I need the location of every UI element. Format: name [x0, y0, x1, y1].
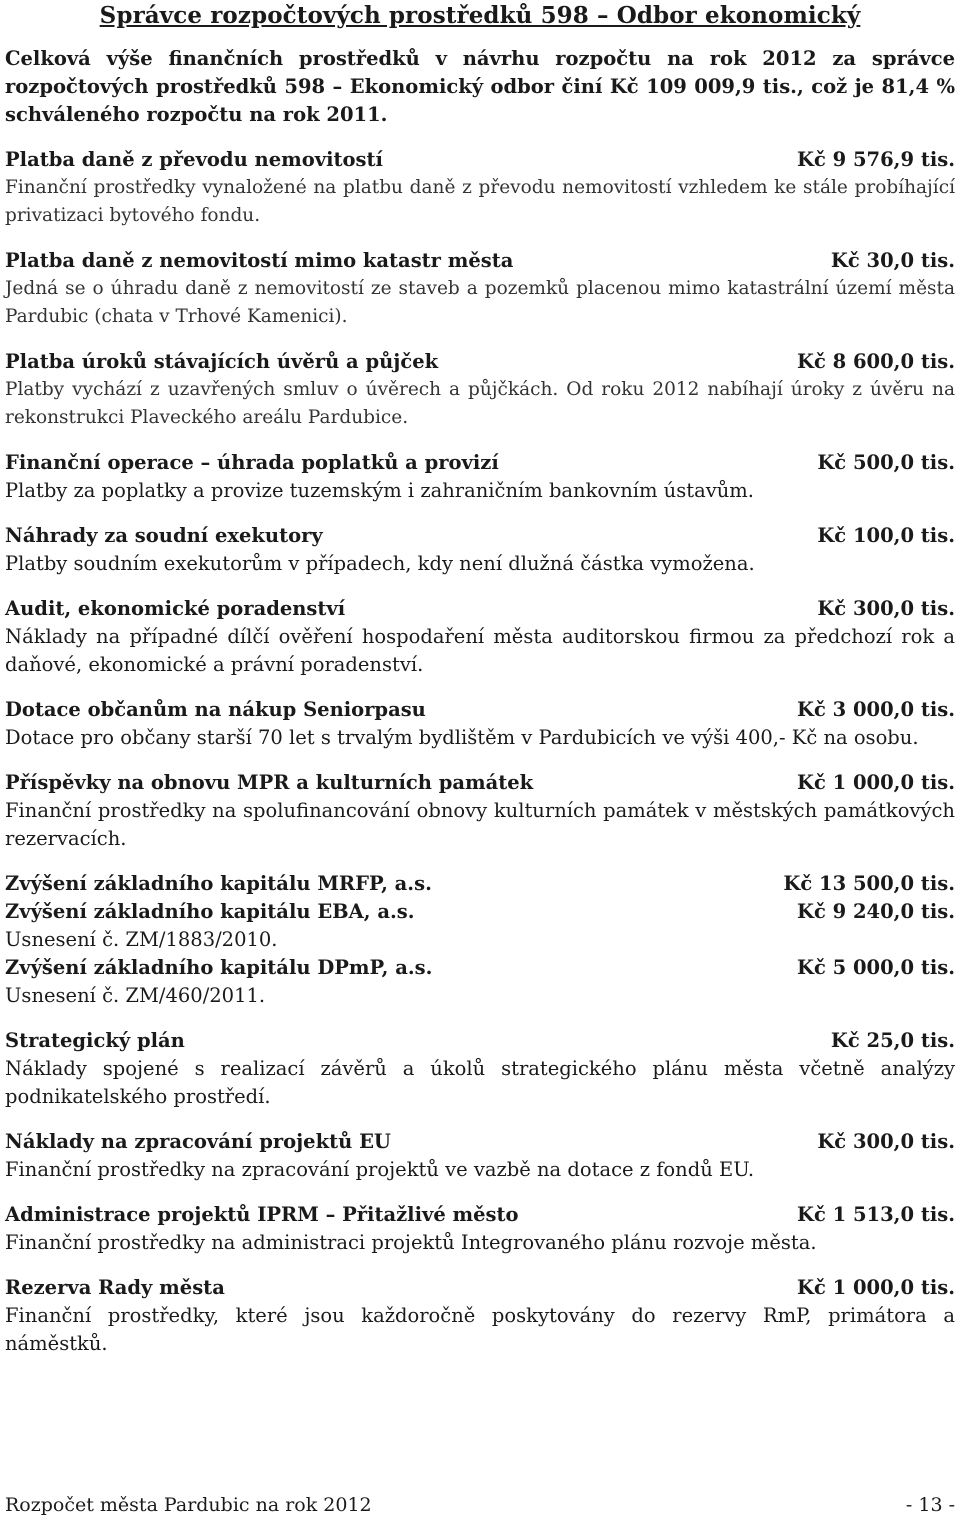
- section-amount: Kč 100,0 tis.: [817, 524, 955, 547]
- capital-dpmp-heading: Zvýšení základního kapitálu DPmP, a.s.: [5, 956, 433, 979]
- section-heading: Audit, ekonomické poradenství: [5, 597, 346, 620]
- section-amount: Kč 25,0 tis.: [830, 1029, 955, 1052]
- section-description: Finanční prostředky na zpracování projektů ve vazbě na dotace z fondů EU.: [5, 1158, 755, 1181]
- section-heading: Platba daně z nemovitostí mimo katastr města: [5, 249, 514, 272]
- section-dan-mimo-katastr: [5, 247, 955, 331]
- section-description: Platby za poplatky a provize tuzemským i zahraničním bankovním ústavům.: [5, 479, 754, 502]
- footer-document-title: Rozpočet města Pardubic na rok 2012: [5, 1494, 372, 1516]
- section-audit: [5, 595, 955, 679]
- section-seniorpas: [5, 696, 955, 752]
- section-heading: Finanční operace – úhrada poplatků a provizí: [5, 451, 499, 474]
- section-heading: Dotace občanům na nákup Seniorpasu: [5, 698, 426, 721]
- section-financni-operace: [5, 449, 955, 505]
- document-page: [5, 0, 955, 1358]
- section-zakladni-kapital: [5, 870, 955, 1010]
- section-description: Finanční prostředky, které jsou každoročně poskytovány do rezervy RmP, primátora a náměstků.: [5, 1304, 955, 1355]
- section-heading: Administrace projektů IPRM – Přitažlivé město: [5, 1203, 519, 1226]
- section-amount: Kč 300,0 tis.: [817, 1130, 955, 1153]
- section-heading: Náklady na zpracování projektů EU: [5, 1130, 391, 1153]
- section-description: Finanční prostředky vynaložené na platbu daně z převodu nemovitostí vzhledem ke stále probíhající privatizaci bytového fondu.: [5, 177, 955, 226]
- capital-eba-amount: Kč 9 240,0 tis.: [797, 900, 955, 923]
- capital-dpmp-note: Usnesení č. ZM/460/2011.: [5, 984, 266, 1007]
- section-heading: Rezerva Rady města: [5, 1276, 225, 1299]
- section-description: Dotace pro občany starší 70 let s trvalým bydlištěm v Pardubicích ve výši 400,- Kč na osobu.: [5, 726, 919, 749]
- capital-mrfp-amount: Kč 13 500,0 tis.: [783, 872, 955, 895]
- section-heading: Příspěvky na obnovu MPR a kulturních památek: [5, 771, 534, 794]
- section-amount: Kč 300,0 tis.: [817, 597, 955, 620]
- section-amount: Kč 1 000,0 tis.: [797, 771, 955, 794]
- section-description: Finanční prostředky na spolufinancování obnovy kulturních památek v městských památkových rezervacích.: [5, 799, 955, 850]
- section-amount: Kč 500,0 tis.: [817, 451, 955, 474]
- capital-eba-heading: Zvýšení základního kapitálu EBA, a.s.: [5, 900, 415, 923]
- intro-paragraph: Celková výše finančních prostředků v návrhu rozpočtu na rok 2012 za správce rozpočtových prostředků 598 – Ekonomický odbor činí Kč 109 009,9 tis., což je 81,4 % schváleného rozpočtu na rok 2011.: [5, 47, 955, 126]
- section-heading: Náhrady za soudní exekutory: [5, 524, 323, 547]
- section-description: Náklady spojené s realizací závěrů a úkolů strategického plánu města včetně analýzy podnikatelského prostředí.: [5, 1057, 955, 1108]
- capital-mrfp-heading: Zvýšení základního kapitálu MRFP, a.s.: [5, 872, 432, 895]
- section-description: Jedná se o úhradu daně z nemovitostí ze staveb a pozemků placenou mimo katastrální území města Pardubic (chata v Trhové Kamenici).: [5, 278, 955, 327]
- section-heading: Platba daně z převodu nemovitostí: [5, 148, 383, 171]
- section-heading: Platba úroků stávajících úvěrů a půjček: [5, 350, 439, 373]
- section-iprm: [5, 1201, 955, 1257]
- section-heading: Strategický plán: [5, 1029, 185, 1052]
- page-title: Správce rozpočtových prostředků 598 – Odbor ekonomický: [99, 2, 861, 29]
- section-amount: Kč 9 576,9 tis.: [797, 148, 955, 171]
- section-rezerva: [5, 1274, 955, 1358]
- capital-dpmp-amount: Kč 5 000,0 tis.: [797, 956, 955, 979]
- section-projekty-eu: [5, 1128, 955, 1184]
- page-footer: [5, 1494, 955, 1516]
- section-exekutory: [5, 522, 955, 578]
- capital-eba-note: Usnesení č. ZM/1883/2010.: [5, 928, 278, 951]
- section-description: Platby vychází z uzavřených smluv o úvěrech a půjčkách. Od roku 2012 nabíhají úroky z úvěru na rekonstrukci Plaveckého areálu Pardubice.: [5, 379, 955, 428]
- section-mpr-pamatky: [5, 769, 955, 853]
- section-description: Náklady na případné dílčí ověření hospodaření města auditorskou firmou za předchozí rok a daňové, ekonomické a právní poradenství.: [5, 625, 955, 676]
- section-description: Platby soudním exekutorům v případech, kdy není dlužná částka vymožena.: [5, 552, 755, 575]
- section-amount: Kč 30,0 tis.: [830, 249, 955, 272]
- section-strategicky-plan: [5, 1027, 955, 1111]
- section-amount: Kč 1 000,0 tis.: [797, 1276, 955, 1299]
- page-number: - 13 -: [905, 1494, 955, 1516]
- section-amount: Kč 8 600,0 tis.: [797, 350, 955, 373]
- section-amount: Kč 1 513,0 tis.: [797, 1203, 955, 1226]
- section-dan-prevod: [5, 146, 955, 230]
- section-uroky: [5, 348, 955, 432]
- section-description: Finanční prostředky na administraci projektů Integrovaného plánu rozvoje města.: [5, 1231, 817, 1254]
- section-amount: Kč 3 000,0 tis.: [797, 698, 955, 721]
